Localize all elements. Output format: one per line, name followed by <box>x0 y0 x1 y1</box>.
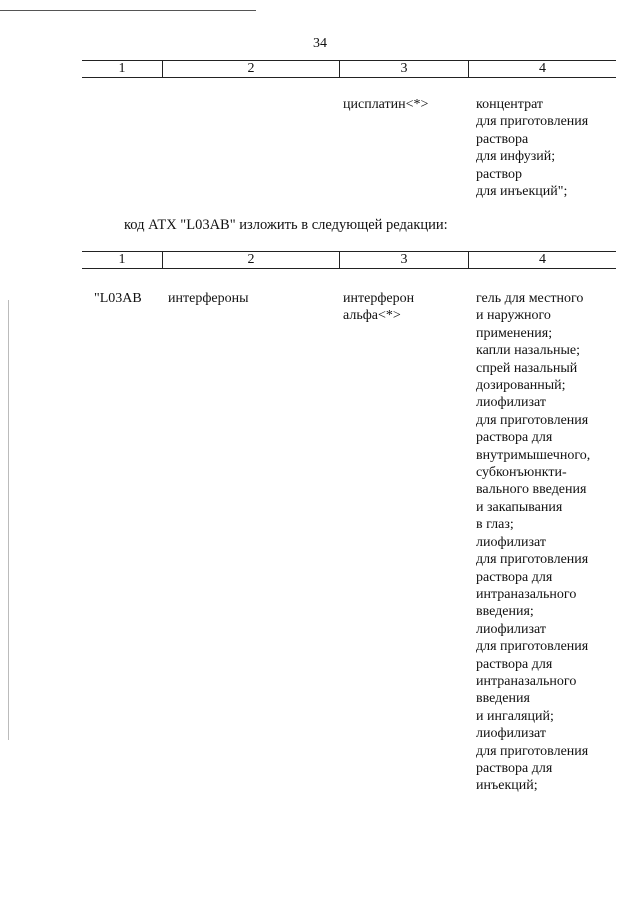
dosage-form-cell: концентрат для приготовления раствора для инфузий; раствор для инъекций"; <box>476 97 589 200</box>
table-header-row <box>82 251 616 269</box>
column-header-2: 2 <box>247 61 255 76</box>
pharmacological-group-cell: интерфероны <box>168 291 249 306</box>
column-header-1: 1 <box>118 252 126 267</box>
dosage-form-cell: гель для местного и наружного применения; капли назальные; спрей назальный дозированный; лиофилизат для приготовления раствора для внутримышечного, субконъюнкти- вального введения и закапывания в глаз; лиофилизат для приготовления раствора для интраназального введения; лиофилизат для приготовления раствора для интраназального введения и ингаляций; лиофилизат для приготовления раствора для инъекций; <box>476 291 591 794</box>
column-header-2: 2 <box>247 252 255 267</box>
intro-text: код АТХ "L03AB" изложить в следующей редакции: <box>124 217 448 233</box>
drug-name-cell: цисплатин<*> <box>343 97 429 112</box>
column-header-4: 4 <box>539 61 546 76</box>
page-number: 34 <box>313 36 327 51</box>
column-header-1: 1 <box>118 61 126 76</box>
column-header-4: 4 <box>539 252 546 267</box>
scan-edge-line <box>8 300 9 740</box>
atc-code-cell: "L03AB <box>94 291 142 306</box>
table-header-row <box>82 60 616 78</box>
drug-name-cell: интерферон альфа<*> <box>343 291 415 324</box>
column-header-3: 3 <box>400 252 408 267</box>
column-header-3: 3 <box>400 61 408 76</box>
scan-edge-line <box>0 10 256 11</box>
